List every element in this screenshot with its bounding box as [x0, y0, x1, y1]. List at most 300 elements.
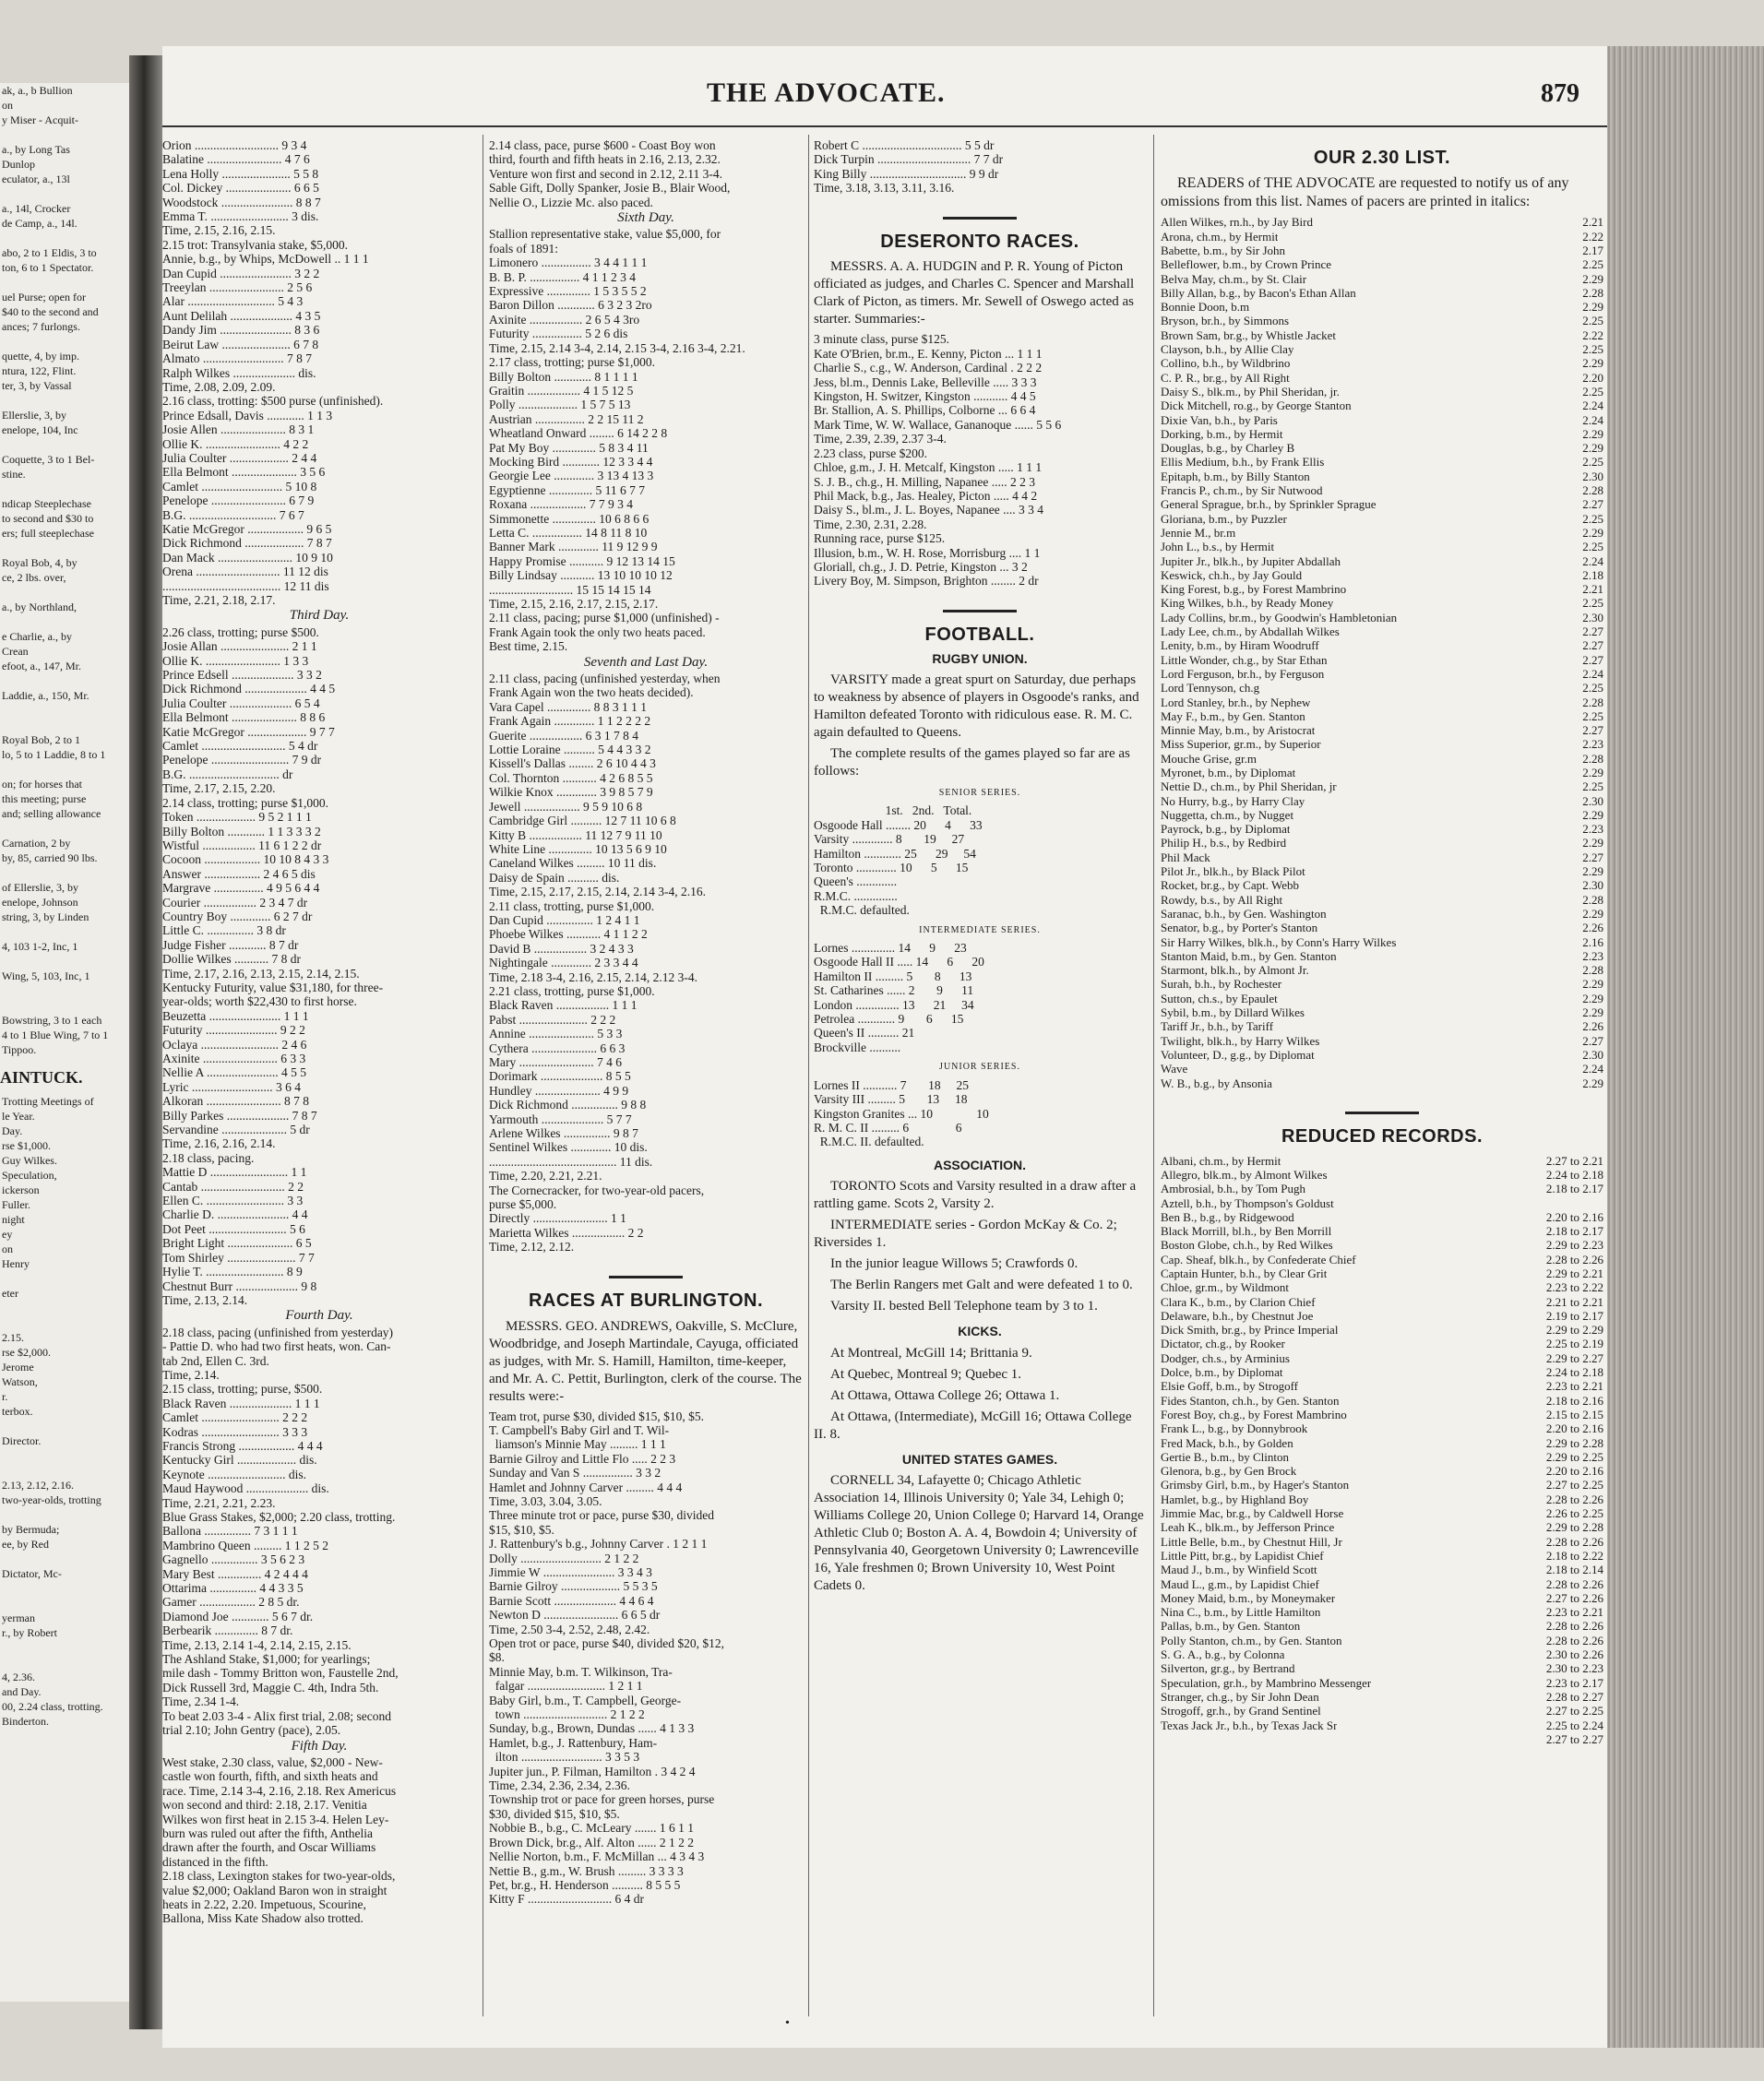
list-entry-time: 2.23 — [1582, 948, 1603, 963]
result-line: Phil Mack, b.g., Jas. Healey, Picton ..... 4 4 2 — [814, 488, 1038, 503]
list-entry-time: 2.24 — [1582, 553, 1603, 568]
result-line: Nightingale ............. 2 3 3 4 4 — [489, 956, 638, 970]
result-line: Ella Belmont ..................... 8 8 6 — [162, 710, 326, 725]
result-line: ...................................... 12 11 dis — [162, 578, 329, 593]
result-line: Camlet .......................... 5 10 8 — [162, 479, 317, 493]
record-entry-time: 2.23 to 2.22 — [1545, 1280, 1603, 1295]
record-entry-name: Black Morrill, bl.h., by Ben Morrill — [1161, 1224, 1332, 1239]
result-line: $30, divided $15, $10, $5. — [489, 1806, 620, 1821]
facing-page-line: on — [2, 99, 13, 112]
result-line: Wheatland Onward ........ 6 14 2 2 8 — [489, 426, 668, 441]
result-line: Minnie May, b.m. T. Wilkinson, Tra- — [489, 1664, 673, 1679]
facing-page-line: r. — [2, 1390, 8, 1403]
result-line: Cambridge Girl .......... 12 7 11 10 6 8 — [489, 814, 676, 828]
page-number: 879 — [1541, 79, 1579, 108]
result-line: King Billy ............................... 9 9 dr — [814, 166, 999, 181]
facing-page-line — [0, 1271, 129, 1286]
subsection-heading: UNITED STATES GAMES. — [901, 1451, 1058, 1467]
result-line: Kate O'Brien, br.m., E. Kenny, Picton ... 1 1 1 — [814, 346, 1043, 361]
facing-page-line: string, 3, by Linden — [2, 910, 89, 923]
record-entry-time: 2.20 to 2.16 — [1545, 1421, 1603, 1436]
record-entry — [1161, 1690, 1603, 1704]
record-entry-time: 2.25 to 2.19 — [1545, 1337, 1603, 1351]
list-entry-name: Daisy S., blk.m., by Phil Sheridan, jr. — [1161, 384, 1340, 398]
list-entry-time: 2.22 — [1582, 327, 1603, 342]
record-entry — [1161, 1605, 1603, 1619]
list-entry-time: 2.24 — [1582, 1062, 1603, 1076]
series-heading: JUNIOR SERIES. — [939, 1062, 1020, 1073]
record-entry-time: 2.27 to 2.25 — [1545, 1478, 1603, 1492]
result-line: Time, 2.15, 2.16, 2.15. — [162, 223, 276, 238]
result-line: Pet, br.g., H. Henderson .......... 8 5 5 5 — [489, 1877, 681, 1892]
result-line: Best time, 2.15. — [489, 639, 568, 654]
list-entry — [1161, 779, 1603, 793]
result-line: 3 minute class, purse $125. — [814, 332, 949, 347]
facing-page-line: Fuller. — [2, 1198, 31, 1211]
result-line: heats in 2.22, 2.20. Impetuous, Scourine, — [162, 1897, 366, 1911]
result-line: ........................... 15 15 14 15 14 — [489, 582, 651, 597]
list-entry-time: 2.30 — [1582, 1047, 1603, 1062]
result-line: Letta C. ................ 14 8 11 8 10 — [489, 525, 648, 540]
result-line: Baron Dillon ............ 6 3 2 3 2ro — [489, 298, 652, 313]
record-entry — [1161, 1619, 1603, 1633]
facing-page-line — [0, 1640, 129, 1655]
facing-page-line: Watson, — [2, 1375, 38, 1388]
result-line: St. Catharines ...... 2 9 11 — [814, 983, 974, 998]
result-line: Beuzetta ....................... 1 1 1 — [162, 1008, 309, 1023]
facing-page-line: Wing, 5, 103, Inc, 1 — [2, 969, 90, 982]
result-line: Team trot, purse $30, divided $15, $10, $5. — [489, 1409, 705, 1423]
record-entry-name: Jimmie Mac, br.g., by Caldwell Horse — [1161, 1506, 1344, 1521]
facing-page-line — [0, 541, 129, 555]
subsection-heading: ASSOCIATION. — [933, 1157, 1027, 1172]
result-line: Kingston, H. Switzer, Kingston ........... 4 4 5 — [814, 389, 1036, 404]
list-entry-time: 2.25 — [1582, 681, 1603, 696]
facing-page-heading: AINTUCK. — [0, 1068, 83, 1087]
section-heading: RACES AT BURLINGTON. — [528, 1290, 764, 1312]
result-line: Marietta Wilkes ................. 2 2 — [489, 1225, 644, 1240]
facing-page-line — [0, 1301, 129, 1315]
result-line: Country Boy ............. 6 2 7 dr — [162, 909, 313, 923]
list-entry-time: 2.28 — [1582, 963, 1603, 978]
record-entry — [1161, 1309, 1603, 1323]
result-line: Mary ........................ 7 4 6 — [489, 1055, 622, 1069]
result-line: Wilkes won first heat in 2.15 3-4. Helen Ley- — [162, 1812, 389, 1826]
result-line: Servandine ..................... 5 dr — [162, 1123, 310, 1137]
list-entry-time: 2.27 — [1582, 497, 1603, 512]
facing-page-line — [0, 231, 129, 245]
facing-page-line: Binderton. — [2, 1715, 49, 1728]
result-line: Roxana .................. 7 7 9 3 4 — [489, 497, 633, 512]
result-line: Polly ................... 1 5 7 5 13 — [489, 398, 631, 412]
facing-page-line: le Year. — [2, 1110, 35, 1123]
result-line: Kitty B ................. 11 12 7 9 11 10 — [489, 827, 662, 842]
list-entry — [1161, 1048, 1603, 1062]
facing-page-line: and; selling allowance — [2, 807, 101, 820]
list-entry-name: Clayson, b.h., by Allie Clay — [1161, 342, 1294, 357]
list-entry — [1161, 314, 1603, 327]
list-entry — [1161, 624, 1603, 638]
result-line: Directly ........................ 1 1 — [489, 1211, 626, 1226]
facing-page-line — [0, 1507, 129, 1522]
facing-page-line: enelope, Johnson — [2, 896, 78, 909]
result-line: Mambrino Queen ......... 1 1 2 5 2 — [162, 1538, 328, 1552]
result-line: Time, 2.12, 2.12. — [489, 1240, 575, 1255]
facing-page-line: r., by Robert — [2, 1626, 57, 1639]
list-entry-time: 2.25 — [1582, 342, 1603, 357]
page-title: THE ADVOCATE. — [707, 77, 946, 108]
record-entry-name: Dolce, b.m., by Diplomat — [1161, 1365, 1283, 1380]
result-line: Almato .......................... 7 8 7 — [162, 351, 312, 366]
result-line: Chloe, g.m., J. H. Metcalf, Kingston ..... 1 1 1 — [814, 460, 1043, 475]
list-entry-time: 2.18 — [1582, 567, 1603, 582]
facing-page-line: 2.15. — [2, 1331, 24, 1344]
list-entry — [1161, 752, 1603, 766]
facing-page-line — [0, 334, 129, 349]
column-1 — [162, 138, 476, 2011]
list-entry — [1161, 398, 1603, 412]
list-entry-time: 2.23 — [1582, 822, 1603, 837]
result-line: race. Time, 2.14 3-4, 2.16, 2.18. Rex Americus — [162, 1783, 397, 1798]
facing-page-line — [0, 954, 129, 969]
result-line: Tom Shirley ...................... 7 7 — [162, 1250, 315, 1265]
result-line: Black Raven .................... 1 1 1 — [162, 1396, 320, 1410]
record-entry — [1161, 1577, 1603, 1591]
facing-page-line: eculator, a., 13l — [2, 172, 70, 185]
subsection-heading: KICKS. — [958, 1324, 1002, 1339]
list-entry-name: Lady Lee, ch.m., by Abdallah Wilkes — [1161, 624, 1340, 639]
result-line: Livery Boy, M. Simpson, Brighton ........ 2 dr — [814, 574, 1039, 589]
result-line: Sunday, b.g., Brown, Dundas ...... 4 1 3 3 — [489, 1721, 695, 1736]
list-entry-time: 2.26 — [1582, 921, 1603, 935]
list-entry — [1161, 963, 1603, 977]
record-entry-name: Dictator, ch.g., by Rooker — [1161, 1337, 1285, 1351]
list-entry-time: 2.27 — [1582, 638, 1603, 653]
result-line: Prince Edsall, Davis ............ 1 1 3 — [162, 408, 333, 422]
record-entry-name: Aztell, b.h., by Thompson's Goldust — [1161, 1195, 1334, 1210]
result-line: Township trot or pace for green horses, purse — [489, 1792, 715, 1807]
facing-page-line — [0, 1448, 129, 1463]
facing-page-line: ndicap Steeplechase — [2, 497, 91, 510]
list-entry-name: Pilot Jr., blk.h., by Black Pilot — [1161, 864, 1305, 879]
facing-page-line: by Bermuda; — [2, 1523, 60, 1536]
list-entry-name: John L., b.s., by Hermit — [1161, 540, 1275, 554]
result-line: 2.11 class, pacing; purse $1,000 (unfinished) - — [489, 611, 720, 625]
list-entry — [1161, 766, 1603, 779]
column-rule — [808, 135, 809, 2016]
book-gutter — [129, 55, 162, 2029]
list-entry-time: 2.23 — [1582, 737, 1603, 752]
facing-page-line — [0, 1463, 129, 1478]
result-line: Answer .................. 2 4 6 5 dis — [162, 866, 316, 881]
list-entry — [1161, 483, 1603, 497]
facing-page-line: Dunlop — [2, 158, 35, 171]
page-edges — [1607, 46, 1764, 2048]
facing-page-line — [0, 673, 129, 688]
list-entry — [1161, 512, 1603, 526]
facing-page-line: by, 85, carried 90 lbs. — [2, 851, 98, 864]
section-heading: DESERONTO RACES. — [880, 232, 1079, 253]
result-line: Time, 2.50 3-4, 2.52, 2.48, 2.42. — [489, 1622, 650, 1636]
result-line: 2.26 class, trotting; purse $500. — [162, 624, 319, 639]
record-entry-time: 2.28 to 2.27 — [1545, 1689, 1603, 1704]
facing-page-line: y Miser - Acquit- — [2, 113, 78, 126]
list-entry-name: Philip H., b.s., by Redbird — [1161, 836, 1287, 850]
result-line: Newton D ........................ 6 6 5 dr — [489, 1608, 661, 1623]
result-line: Futurity ................ 5 2 6 dis — [489, 327, 628, 341]
list-entry-name: Myronet, b.m., by Diplomat — [1161, 765, 1296, 779]
result-line: Time, 2.20, 2.21, 2.21. — [489, 1169, 602, 1183]
result-line: Osgoode Hall II ..... 14 6 20 — [814, 955, 984, 969]
list-entry-time: 2.28 — [1582, 695, 1603, 709]
record-entry-time: 2.29 to 2.25 — [1545, 1449, 1603, 1464]
facing-page-line — [0, 393, 129, 408]
list-entry-name: No Hurry, b.g., by Harry Clay — [1161, 793, 1305, 808]
record-entry-name: Boston Globe, ch.h., by Red Wilkes — [1161, 1238, 1333, 1253]
result-line: Ollie K. ........................ 4 2 2 — [162, 436, 309, 451]
list-entry-time: 2.29 — [1582, 426, 1603, 441]
record-entry-time: 2.28 to 2.26 — [1545, 1252, 1603, 1266]
result-line: Lyric .......................... 3 6 4 — [162, 1079, 301, 1094]
result-line: Keynote ......................... dis. — [162, 1467, 306, 1481]
result-line: Kentucky Girl ................... dis. — [162, 1453, 317, 1468]
result-line: Frank Again took the only two heats paced. — [489, 624, 706, 639]
list-entry-name: Douglas, b.g., by Charley B — [1161, 441, 1295, 456]
record-entry — [1161, 1182, 1603, 1195]
record-entry — [1161, 1337, 1603, 1350]
paragraph: VARSITY made a great spurt on Saturday, due perhaps to weakness by absence of players in Osgoode's ranks, and Hamilton defeated Toronto with ridiculous ease. R. M. C. again defaulted to Queens. — [814, 672, 1139, 740]
record-entry — [1161, 1704, 1603, 1718]
result-line: distanced in the fifth. — [162, 1854, 268, 1869]
record-entry — [1161, 1238, 1603, 1252]
result-line: Brown Dick, br.g., Alf. Alton ...... 2 1 2 2 — [489, 1835, 694, 1849]
list-entry-name: Wave — [1161, 1062, 1188, 1076]
list-entry-name: General Sprague, br.h., by Sprinkler Sprague — [1161, 497, 1377, 512]
list-entry-name: Lenity, b.m., by Hiram Woodruff — [1161, 638, 1319, 653]
result-line: Time, 2.08, 2.09, 2.09. — [162, 379, 276, 394]
result-line: The Cornecracker, for two-year-old pacers, — [489, 1183, 705, 1197]
result-line: Barnie Scott .................... 4 4 6 4 — [489, 1593, 654, 1608]
list-entry-time: 2.27 — [1582, 624, 1603, 639]
result-line: Orion ........................... 9 3 4 — [162, 138, 307, 152]
paragraph: In the junior league Willows 5; Crawfords 0. — [830, 1256, 1079, 1272]
record-entry-name: Dick Smith, br.g., by Prince Imperial — [1161, 1323, 1339, 1338]
record-entry-name: Nina C., b.m., by Little Hamilton — [1161, 1605, 1321, 1620]
result-line: Cantab ........................... 2 2 — [162, 1179, 304, 1194]
result-line: 2.18 class, Lexington stakes for two-year-olds, — [162, 1869, 396, 1884]
list-entry-time: 2.25 — [1582, 257, 1603, 272]
facing-page-line — [0, 1315, 129, 1330]
result-line: castle won fourth, fifth, and sixth heats and — [162, 1769, 378, 1784]
list-entry — [1161, 1062, 1603, 1076]
result-line: Treeylan ........................ 2 5 6 — [162, 280, 313, 295]
record-entry-name: Silverton, gr.g., by Bertrand — [1161, 1661, 1295, 1676]
record-entry — [1161, 1464, 1603, 1478]
page-header — [162, 77, 1607, 133]
facing-page-line: this meeting; purse — [2, 792, 87, 805]
record-entry — [1161, 1323, 1603, 1337]
result-line: 2.11 class, pacing (unfinished yesterday, when — [489, 672, 721, 686]
facing-page-line: Henry — [2, 1257, 30, 1270]
facing-page-line — [0, 821, 129, 836]
result-line: Col. Thornton ........... 4 2 6 8 5 5 — [489, 770, 653, 785]
record-entry — [1161, 1732, 1603, 1746]
result-line: Nettie B., g.m., W. Brush ......... 3 3 3 3 — [489, 1863, 684, 1878]
record-entry-time: 2.30 to 2.23 — [1545, 1661, 1603, 1676]
list-entry-name: Francis P., ch.m., by Sir Nutwood — [1161, 483, 1323, 498]
result-line: Dan Cupid ............... 1 2 4 1 1 — [489, 912, 640, 927]
result-line: Gagnello ............... 3 5 6 2 3 — [162, 1552, 305, 1567]
list-entry-name: Dick Mitchell, ro.g., by George Stanton — [1161, 398, 1352, 413]
paragraph: MESSRS. GEO. ANDREWS, Oakville, S. McClure, Woodbridge, and Joseph Martindale, Cayuga, officiated as judges, with Mr. S. Hamill, Hamilton, time-keeper, and Mr. A. C. Pettit, Burlington, clerk of the course. The results were:- — [489, 1318, 802, 1404]
list-entry-name: Epitaph, b.m., by Billy Stanton — [1161, 469, 1310, 483]
result-line: White Line .............. 10 13 5 6 9 10 — [489, 841, 667, 856]
divider — [814, 208, 1146, 222]
record-entry — [1161, 1591, 1603, 1605]
record-entry — [1161, 1351, 1603, 1365]
facing-page-line — [0, 703, 129, 718]
list-entry-time: 2.27 — [1582, 652, 1603, 667]
result-line: Axinite ................. 2 6 5 4 3ro — [489, 312, 640, 327]
result-line: R.M.C. II. defaulted. — [814, 1135, 924, 1149]
facing-page-line — [0, 1581, 129, 1596]
result-line: Br. Stallion, A. S. Phillips, Colborne ... 6 6 4 — [814, 403, 1036, 418]
record-entry — [1161, 1478, 1603, 1492]
result-line: Osgoode Hall ........ 20 4 33 — [814, 817, 983, 832]
result-line: Toronto ............. 10 5 15 — [814, 861, 969, 874]
result-line: Balatine ........................ 4 7 6 — [162, 152, 310, 167]
list-entry — [1161, 328, 1603, 342]
record-entry — [1161, 1549, 1603, 1563]
result-line: Caneland Wilkes ......... 10 11 dis. — [489, 856, 657, 871]
result-line: Time, 2.14. — [162, 1367, 220, 1382]
facing-page-line: Laddie, a., 150, Mr. — [2, 689, 89, 702]
facing-page-line: uel Purse; open for — [2, 291, 86, 303]
record-entry-name: Little Belle, b.m., by Chestnut Hill, Jr — [1161, 1534, 1342, 1549]
list-entry-name: Twilight, blk.h., by Harry Wilkes — [1161, 1033, 1320, 1048]
record-entry-time: 2.29 to 2.27 — [1545, 1350, 1603, 1365]
result-line: Queen's ............. — [814, 874, 898, 889]
list-entry — [1161, 921, 1603, 934]
list-entry-name: C. P. R., br.g., by All Right — [1161, 370, 1290, 385]
list-entry-name: Sutton, ch.s., by Epaulet — [1161, 991, 1278, 1005]
record-entry — [1161, 1563, 1603, 1576]
list-entry-name: Collino, b.h., by Wildbrino — [1161, 356, 1291, 371]
result-line: Illusion, b.m., W. H. Rose, Morrisburg .... 1 1 — [814, 545, 1041, 560]
facing-page-line — [0, 127, 129, 142]
result-line: Lornes .............. 14 9 23 — [814, 941, 967, 956]
record-entry-time: 2.18 to 2.17 — [1545, 1182, 1603, 1196]
list-entry-name: Jennie M., br.m — [1161, 525, 1236, 540]
result-line: Alar ............................ 5 4 3 — [162, 294, 304, 309]
list-entry — [1161, 371, 1603, 385]
result-line: Vara Capel .............. 8 8 3 1 1 1 — [489, 699, 647, 714]
result-line: T. Campbell's Baby Girl and T. Wil- — [489, 1422, 670, 1437]
result-line: Penelope ........................ 6 7 9 — [162, 493, 315, 508]
result-line: Time, 2.15, 2.14 3-4, 2.14, 2.15 3-4, 2.16 3-4, 2.21. — [489, 340, 745, 355]
list-entry-name: Tariff Jr., b.h., by Tariff — [1161, 1019, 1274, 1034]
facing-page-line: to second and $30 to — [2, 512, 94, 525]
result-line: Jewell .................. 9 5 9 10 6 8 — [489, 799, 643, 814]
result-line: Time, 2.13, 2.14 1-4, 2.14, 2.15, 2.15. — [162, 1637, 352, 1652]
result-line: Hamilton II ......... 5 8 13 — [814, 969, 972, 983]
list-entry-name: Billy Allan, b.g., by Bacon's Ethan Allan — [1161, 285, 1356, 300]
result-line: Brockville .......... — [814, 1040, 901, 1054]
list-entry-name: Babette, b.m., by Sir John — [1161, 244, 1286, 257]
record-entry — [1161, 1253, 1603, 1266]
result-line: Annine ..................... 5 3 3 — [489, 1027, 623, 1041]
record-entry — [1161, 1535, 1603, 1549]
list-entry — [1161, 836, 1603, 850]
record-entry-time: 2.25 to 2.24 — [1545, 1718, 1603, 1732]
list-entry — [1161, 1076, 1603, 1090]
paragraph: At Ottawa, (Intermediate), McGill 16; Ottawa College II. 8. — [814, 1409, 1132, 1442]
list-entry-name: Allen Wilkes, rn.h., by Jay Bird — [1161, 215, 1313, 230]
result-line: Katie McGregor ................... 9 7 7 — [162, 724, 335, 739]
facing-page-line: two-year-olds, trotting — [2, 1493, 101, 1506]
result-line: 2.14 class, trotting; purse $1,000. — [162, 795, 328, 810]
facing-page-line — [0, 924, 129, 939]
record-entry — [1161, 1676, 1603, 1690]
result-line: J. Rattenbury's b.g., Johnny Carver . 1 2 1 1 — [489, 1537, 708, 1552]
result-line: Oclaya ......................... 2 4 6 — [162, 1037, 307, 1052]
list-entry-time: 2.29 — [1582, 441, 1603, 456]
paragraph: Varsity II. bested Bell Telephone team by 3 to 1. — [830, 1299, 1098, 1314]
list-entry-time: 2.30 — [1582, 793, 1603, 808]
result-line: Cythera ..................... 6 6 3 — [489, 1040, 626, 1055]
result-line: Ollie K. ........................ 1 3 3 — [162, 653, 309, 668]
list-entry — [1161, 540, 1603, 553]
result-line: Mary Best .............. 4 2 4 4 4 — [162, 1566, 308, 1581]
list-entry-name: Senator, b.g., by Porter's Stanton — [1161, 921, 1318, 935]
result-line: won second and third: 2.18, 2.17. Venitia — [162, 1798, 367, 1813]
list-entry-name: W. B., b.g., by Ansonia — [1161, 1076, 1272, 1090]
list-entry-time: 2.29 — [1582, 807, 1603, 822]
result-line: Ellen C. ......................... 3 3 — [162, 1194, 304, 1208]
record-entry — [1161, 1295, 1603, 1309]
result-line: 2.16 class, trotting: $500 purse (unfinished). — [162, 394, 384, 409]
result-line: ......................................... 11 dis. — [489, 1154, 653, 1169]
record-entry-time: 2.28 to 2.26 — [1545, 1633, 1603, 1647]
record-entry-name: Stranger, ch.g., by Sir John Dean — [1161, 1689, 1319, 1704]
paragraph: At Quebec, Montreal 9; Quebec 1. — [830, 1366, 1022, 1382]
facing-page-line: Day. — [2, 1124, 23, 1137]
result-line: Wistful ................. 11 6 1 2 2 dr — [162, 838, 322, 852]
record-entry-time: 2.23 to 2.21 — [1545, 1605, 1603, 1620]
result-line: R.M.C. defaulted. — [814, 903, 910, 918]
result-line: Pabst ...................... 2 2 2 — [489, 1012, 616, 1027]
facing-page-line: rse $1,000. — [2, 1139, 51, 1152]
list-entry-name: Nettie D., ch.m., by Phil Sheridan, jr — [1161, 779, 1337, 794]
list-entry-name: Nuggetta, ch.m., by Nugget — [1161, 807, 1294, 822]
result-line: 2.14 class, pace, purse $600 - Coast Boy won — [489, 138, 716, 152]
result-line: Axinite ........................ 6 3 3 — [162, 1052, 306, 1065]
result-line: ilton .......................... 3 3 5 3 — [489, 1750, 640, 1765]
result-line: Katie McGregor .................. 9 6 5 — [162, 521, 332, 536]
list-entry — [1161, 808, 1603, 822]
result-line: Pat My Boy .............. 5 8 3 4 11 — [489, 440, 649, 455]
result-line: 2.17 class, trotting; purse $1,000. — [489, 355, 655, 370]
facing-page-line: terbox. — [2, 1405, 33, 1418]
result-line: Jupiter jun., P. Filman, Hamilton . 3 4 2 4 — [489, 1764, 696, 1778]
paragraph: CORNELL 34, Lafayette 0; Chicago Athletic Association 14, Illinois University 0; Yale 34, Lehigh 0; Williams College 20, Union College 0; Harvard 14, Orange Athletic Club 0; Boston A. A. 4, Bowdoin 4; University of Pennsylvania 40, Georgetown University 0; Lawrenceville 16, Yale freshmen 0; Brown University 10, West Point Cadets 0. — [814, 1472, 1144, 1593]
result-line: 1st. 2nd. Total. — [814, 803, 972, 818]
result-line: B.G. ............................. dr — [162, 767, 293, 781]
result-line: Frank Again ............. 1 1 2 2 2 2 — [489, 714, 651, 729]
record-entry-time: 2.23 to 2.17 — [1545, 1675, 1603, 1690]
result-line: Maud Haywood .................... dis. — [162, 1481, 329, 1496]
paragraph: The complete results of the games played so far are as follows: — [814, 745, 1130, 779]
